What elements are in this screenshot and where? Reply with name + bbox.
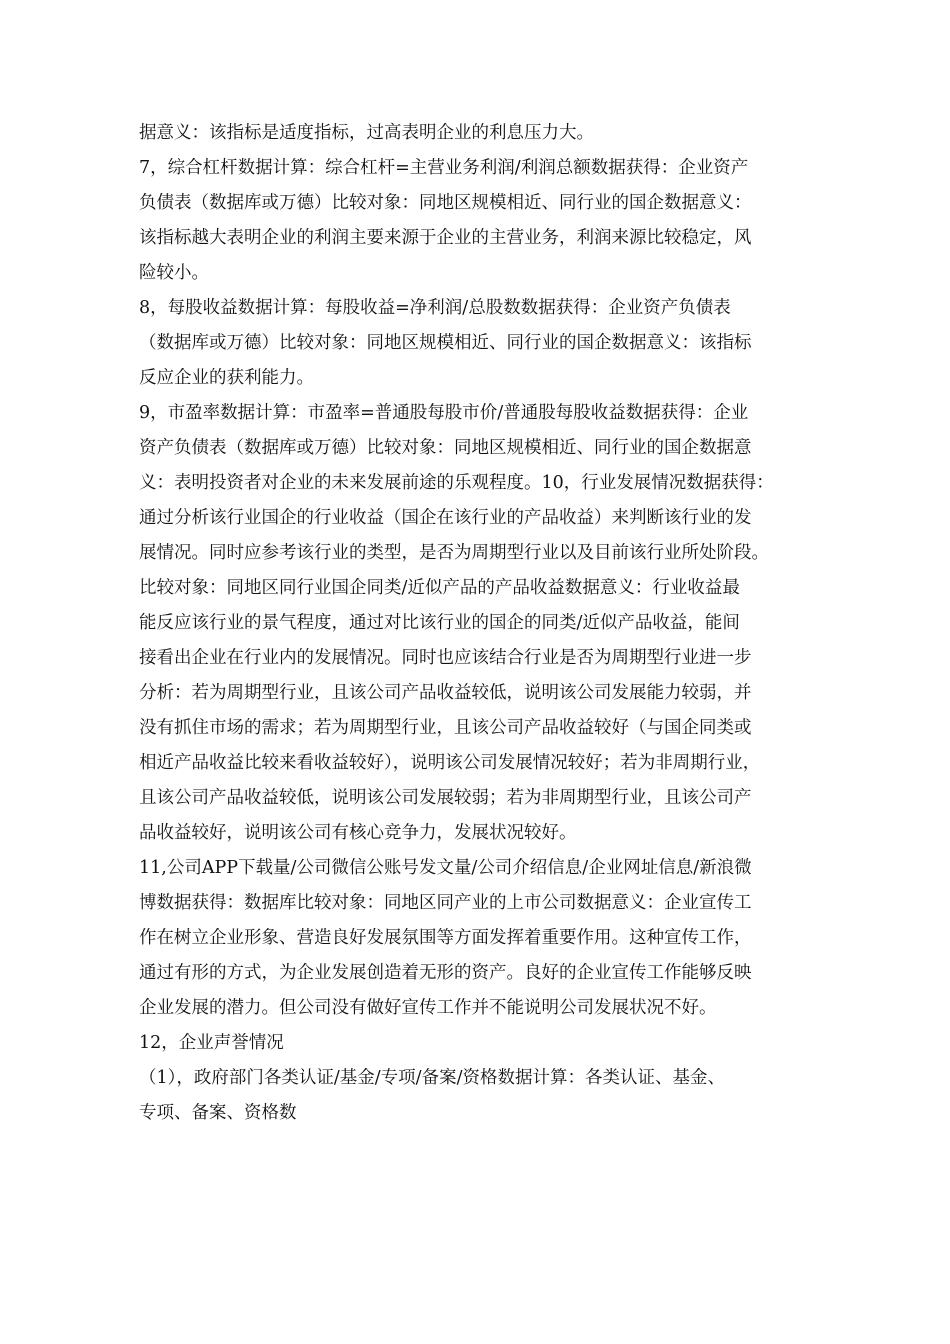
text-line: 品收益较好，说明该公司有核心竞争力，发展状况较好。 <box>139 823 577 843</box>
text-line: 能反应该行业的景气程度，通过对比该行业的国企的同类/近似产品收益，能间 <box>139 613 740 633</box>
text-line: 该指标越大表明企业的利润主要来源于企业的主营业务，利润来源比较稳定，风 <box>139 228 752 248</box>
paragraph <box>139 1026 829 1061</box>
text-line: 作在树立企业形象、营造良好发展氛围等方面发挥着重要作用。这种宣传工作， <box>139 928 752 948</box>
text-line: 险较小。 <box>139 263 209 283</box>
text-line: 分析：若为周期型行业，且该公司产品收益较低，说明该公司发展能力较弱，并 <box>139 683 752 703</box>
text-line: 通过分析该行业国企的行业收益（国企在该行业的产品收益）来判断该行业的发 <box>139 508 752 528</box>
paragraph <box>139 1061 829 1131</box>
text-line: 11,公司APP下载量/公司微信公账号发文量/公司介绍信息/企业网址信息/新浪微 <box>139 858 752 878</box>
text-line: 据意义：该指标是适度指标，过高表明企业的利息压力大。 <box>139 123 594 143</box>
text-line: 7，综合杠杆数据计算：综合杠杆=主营业务利润/利润总额数据获得：企业资产 <box>139 158 749 178</box>
paragraph <box>139 116 829 151</box>
text-line: 没有抓住市场的需求；若为周期型行业，且该公司产品收益较好（与国企同类或 <box>139 718 752 738</box>
text-line: 博数据获得：数据库比较对象：同地区同产业的上市公司数据意义：企业宣传工 <box>139 893 752 913</box>
text-line: 比较对象：同地区同行业国企同类/近似产品的产品收益数据意义：行业收益最 <box>139 578 740 598</box>
text-line: 负债表（数据库或万德）比较对象：同地区规模相近、同行业的国企数据意义： <box>139 193 752 213</box>
text-line: 义：表明投资者对企业的未来发展前途的乐观程度。10，行业发展情况数据获得： <box>139 473 774 493</box>
text-line: （1），政府部门各类认证/基金/专项/备案/资格数据计算：各类认证、基金、 <box>139 1068 725 1088</box>
text-line: 反应企业的获利能力。 <box>139 368 314 388</box>
text-line: 接看出企业在行业内的发展情况。同时也应该结合行业是否为周期型行业进一步 <box>139 648 752 668</box>
text-line: 通过有形的方式，为企业发展创造着无形的资产。良好的企业宣传工作能够反映 <box>139 963 752 983</box>
text-line: （数据库或万德）比较对象：同地区规模相近、同行业的国企数据意义：该指标 <box>139 333 752 353</box>
text-line: 资产负债表（数据库或万德）比较对象：同地区规模相近、同行业的国企数据意 <box>139 438 752 458</box>
paragraph <box>139 396 829 851</box>
document-body <box>139 116 829 1131</box>
text-line: 且该公司产品收益较低，说明该公司发展较弱；若为非周期型行业，且该公司产 <box>139 788 752 808</box>
text-line: 8，每股收益数据计算：每股收益=净利润/总股数数据获得：企业资产负债表 <box>139 298 731 318</box>
paragraph <box>139 291 829 396</box>
paragraph <box>139 851 829 1026</box>
text-line: 专项、备案、资格数 <box>139 1103 297 1123</box>
text-line: 展情况。同时应参考该行业的类型，是否为周期型行业以及目前该行业所处阶段。 <box>139 543 769 563</box>
paragraph <box>139 151 829 291</box>
text-line: 12，企业声誉情况 <box>139 1033 284 1053</box>
text-line: 相近产品收益比较来看收益较好），说明该公司发展情况较好；若为非周期行业， <box>139 753 761 773</box>
text-line: 9，市盈率数据计算：市盈率=普通股每股市价/普通股每股收益数据获得：企业 <box>139 403 749 423</box>
text-line: 企业发展的潜力。但公司没有做好宣传工作并不能说明公司发展状况不好。 <box>139 998 717 1018</box>
